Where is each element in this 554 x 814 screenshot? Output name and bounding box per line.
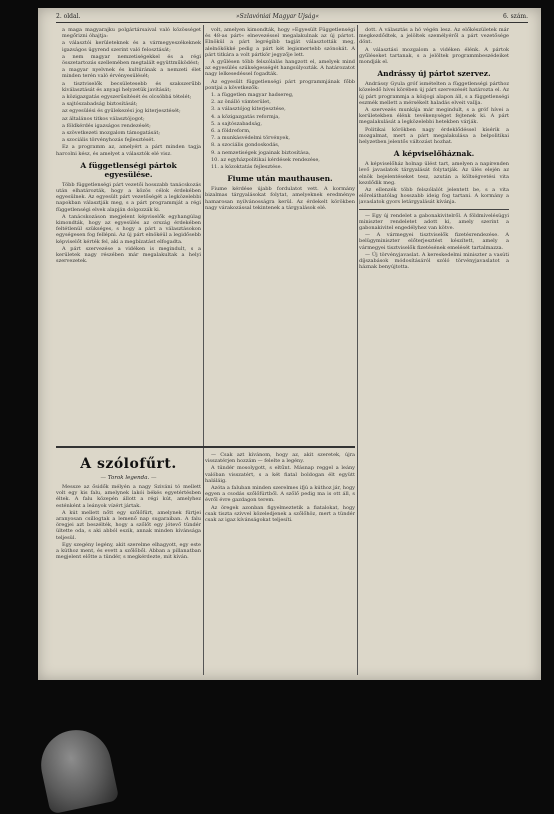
paragraph: — Egy új rendelet a gabonakivitelről. A földmívelésügyi miniszter rendeletet adott ki, amely szerint a gabonakivitel engedélyhez van kötve. xyxy=(359,212,509,232)
paragraph: Több függetlenségi párt vezetői hosszabb tanácskozás után elhatározták, hogy a közös célok érdekében egyesülnek. Az egyesült párt vezetőségét a legközelebbi napokban választják meg, s a párt programmját a régi függetlenségi elvek alapján dolgozzák ki. xyxy=(56,181,201,213)
paragraph: Ez a programm az, amelyért a párt minden tagja harcolni kész, és amelyet a választók elé visz. xyxy=(56,144,201,157)
article-column-right xyxy=(359,27,509,675)
paragraph: Messze az ősidők mélyén a nagy Sziváni tó mellett volt egy kis falu, amelynek lakói békés egyetértésben éltek. A falu közepén állott a régi kút, amelyhez esténként a leányok vízért jártak. xyxy=(56,484,201,509)
article-heading: Fiume után mauthausen. xyxy=(227,174,333,184)
newspaper-title: »Szlavóniai Magyar Ujság« xyxy=(236,13,320,20)
paragraph: Politikai körökben nagy érdeklődéssel kísérik a mozgalmat, mert a párt megalakulása a belpolitikai helyzetben jelentős változást hozhat. xyxy=(359,126,509,146)
column-divider xyxy=(357,25,358,675)
list-item: a közigazgatás egyszerűsítését és olcsóbbá tételét; xyxy=(62,94,192,101)
list-item: 3. a választójog kiterjesztése, xyxy=(211,106,286,113)
paragraph: volt, amelyen kimondták, hogy »Egyesült Függetlenségi és 48-as párt« elnevezéssel megalakulnak az új pártot. Elnökül a párt legrégibb tagját választották meg, alelnökökké pedig a párt két legismertebb szónokát. A párt titkára a volt pártkör jegyzője lett. xyxy=(205,27,355,58)
paragraph: A tanácskozáson megjelent képviselők egyhangúlag kimondták, hogy az egyesülés az ország érdekében feltétlenül szükséges, s hogy a párt a választásokon egységesen fog fellépni. Az új párt elnökéül a legidősebb képviselőt kérték fel, aki a megbízatást elfogadta. xyxy=(56,213,201,245)
list-item: a sajtószabadság biztosítását; xyxy=(62,101,138,108)
article-heading: A képviselőháznak. xyxy=(393,149,475,159)
list-item: 2. az önálló vámterület, xyxy=(211,99,271,106)
paragraph: A választási mozgalom a vidéken élénk. A pártok gyűléseket tartanak, s a jelöltek programmbeszédeiket mondják el. xyxy=(359,46,509,66)
paragraph: Fiume kérdése újabb fordulatot vett. A kormány bizalmas tárgyalásokat folytat, amelyeknek eredménye hamarosan nyilvánosságra kerül. Az érdekelt körökben nagy várakozással tekintenek a tárgyalások elé. xyxy=(205,186,355,211)
paragraph: Azóta a faluban minden szerelmes ifjú a kúthoz jár, hogy egyen a csodás szőlőfürtből. A szőlő pedig ma is ott áll, s évről évre gazdagon terem. xyxy=(205,485,355,504)
article-column-middle xyxy=(205,27,355,442)
list-item: 6. a földreform, xyxy=(211,128,251,135)
paragraph: A gyűlésen több felszólalás hangzott el, amelyek mind az egyesülés szükségességét hangsúlyozták. A határozatot nagy lelkesedéssel fogadták. xyxy=(205,59,355,78)
section-divider xyxy=(359,209,509,210)
feuilleton-column-left xyxy=(56,452,201,674)
paragraph: — Csak azt kívánom, hogy az, akit szeretek, újra visszatérjen hozzám — felelte a legény. xyxy=(205,452,355,465)
paragraph: Az ellenzék több felszólalót jelentett be, s a vita előreláthatólag hosszabb ideig fog tartani. A kormány a javaslatok gyors letárgyalását kívánja. xyxy=(359,187,509,206)
page-number-left: 2. oldal. xyxy=(56,13,81,20)
article-heading: Andrássy új pártot szervez. xyxy=(377,69,491,79)
list-item: a tisztviselők becsületesebb és szakszerűbb kiválasztását és anyagi helyzetük javítását; xyxy=(62,80,201,93)
page-header xyxy=(56,8,528,23)
list-item: 11. a közoktatás fejlesztése. xyxy=(211,164,283,171)
list-item: 8. a szociális gondoskodás, xyxy=(211,142,280,149)
list-item: 10. az egyházpolitikai kérdések rendezése, xyxy=(211,156,320,163)
paragraph: Egy szegény legény, akit szerelme elhagyott, egy este a kúthoz ment, és evett a szőlőből. Abban a pillanatban megjelent előtte a tündér, s megkérdezte, mit kíván. xyxy=(56,541,201,561)
list-item: a földkérdés igazságos rendezését; xyxy=(62,122,151,129)
paragraph: A párt szervezése a vidéken is megindult, s a kerületek nagy részében már megalakultak a helyi szervezetek. xyxy=(56,245,201,265)
list-item: a magyar nyelvnek és kultúrának a nemzeti élet minden terén való érvényesülését; xyxy=(62,67,201,80)
list-item: 7. a munkásvédelmi törvények, xyxy=(211,135,290,142)
list-item: 9. a nemzetiségek jogainak biztosítása, xyxy=(211,149,311,156)
list-item: a szociális törvényhozás fejlesztését. xyxy=(62,137,155,144)
paragraph: A képviselőház holnap ülést tart, amelyen a napirenden levő javaslatok tárgyalását folytatják. Az ülés elején az elnök bejelentéseket tesz, azután a költségvetési vita kezdődik meg. xyxy=(359,161,509,186)
list-item: 5. a sajtószabadság, xyxy=(211,120,262,127)
list-item: az egyesülési és gyülekezési jog kiterjesztését; xyxy=(62,108,181,115)
list-item: a nem magyar nemzetiségekkel és a régi összetartozás szellemében megtalált együttműködést; xyxy=(62,53,201,67)
paragraph: Andrássy Gyula gróf ismételten a függetlenségi párthoz közeledő hívei körében új párt szervezését határozta el. Az új párt programmja a közjogi alapon áll, s a függetlenségi eszmék mellett a mérsékelt haladás elveit vallja. xyxy=(359,81,509,106)
paragraph: Az egyesült függetlenségi párt programmjának főbb pontjai a következők: xyxy=(205,78,355,91)
paragraph: — Új törvényjavaslat. A kereskedelmi miniszter a vasúti díjszabások módosításáról szóló törvényjavaslatot a háznak benyújtotta. xyxy=(359,251,509,271)
paragraph: dott. A választás a hó végén lesz. Az előkészületek már megkezdődtek, a jelöltek személyéről a párt vezetősége dönt. xyxy=(359,27,509,46)
list-item: a szövetkezeti mozgalom támogatását; xyxy=(62,130,161,137)
feuilleton-subtitle: — Torok legenda. — xyxy=(100,475,157,481)
list-item: az általános titkos választójogot; xyxy=(62,115,145,122)
article-column-left xyxy=(56,27,201,442)
paragraph: A szervezés munkája már megindult, s a gróf hívei a kerületekben élénk tevékenységet fejtenek ki. A párt megalakulását a legközelebbi hetekben várják. xyxy=(359,107,509,126)
list-item: a maga magyarajku polgártársaival való közösséget megőrizni óhajtja: xyxy=(62,27,201,40)
list-item: 4. a közigazgatás reformja, xyxy=(211,113,280,120)
paragraph: — A vármegyei tisztviselők fizetésrendezése. A belügyminiszter előterjesztést készített, amely a vármegyei tisztviselők fizetésének emelését tartalmazza. xyxy=(359,232,509,251)
list-item: 1. a független magyar hadsereg, xyxy=(211,92,294,99)
feuilleton-column-middle xyxy=(205,452,355,674)
paragraph: A kút mellett nőtt egy szőlőfürt, amelynek fürtjei aranyosan csillogtak a lemenő nap sugaraiban. A falu öregjei azt beszélték, hogy a szőlőt egy jótevő tündér ültette oda, s aki abból eszik, annak minden kívánsága teljesül. xyxy=(56,509,201,541)
paragraph: Az öregek azonban figyelmeztetik a fiatalokat, hogy csak tiszta szívvel közeledjenek a szőlőhöz, mert a tündér csak az igaz kívánságokat teljesíti. xyxy=(205,504,355,524)
column-divider xyxy=(203,25,204,675)
feuilleton-title: A szólofűrt. xyxy=(80,456,177,472)
page-number-right: 6. szám. xyxy=(502,13,528,20)
article-heading: A függetlenségi pártok egyesülése. xyxy=(80,160,177,179)
paragraph: A tündér mosolygott, s eltűnt. Másnap reggel a leány valóban visszatért, s a két fiatal boldogan élt együtt haláláig. xyxy=(205,465,355,484)
list-item: a választói kerületeknek és a vármegyeszékeknek igazságos ügyrend szerint való felosztását; xyxy=(62,40,201,53)
feuilleton-divider xyxy=(56,446,355,448)
